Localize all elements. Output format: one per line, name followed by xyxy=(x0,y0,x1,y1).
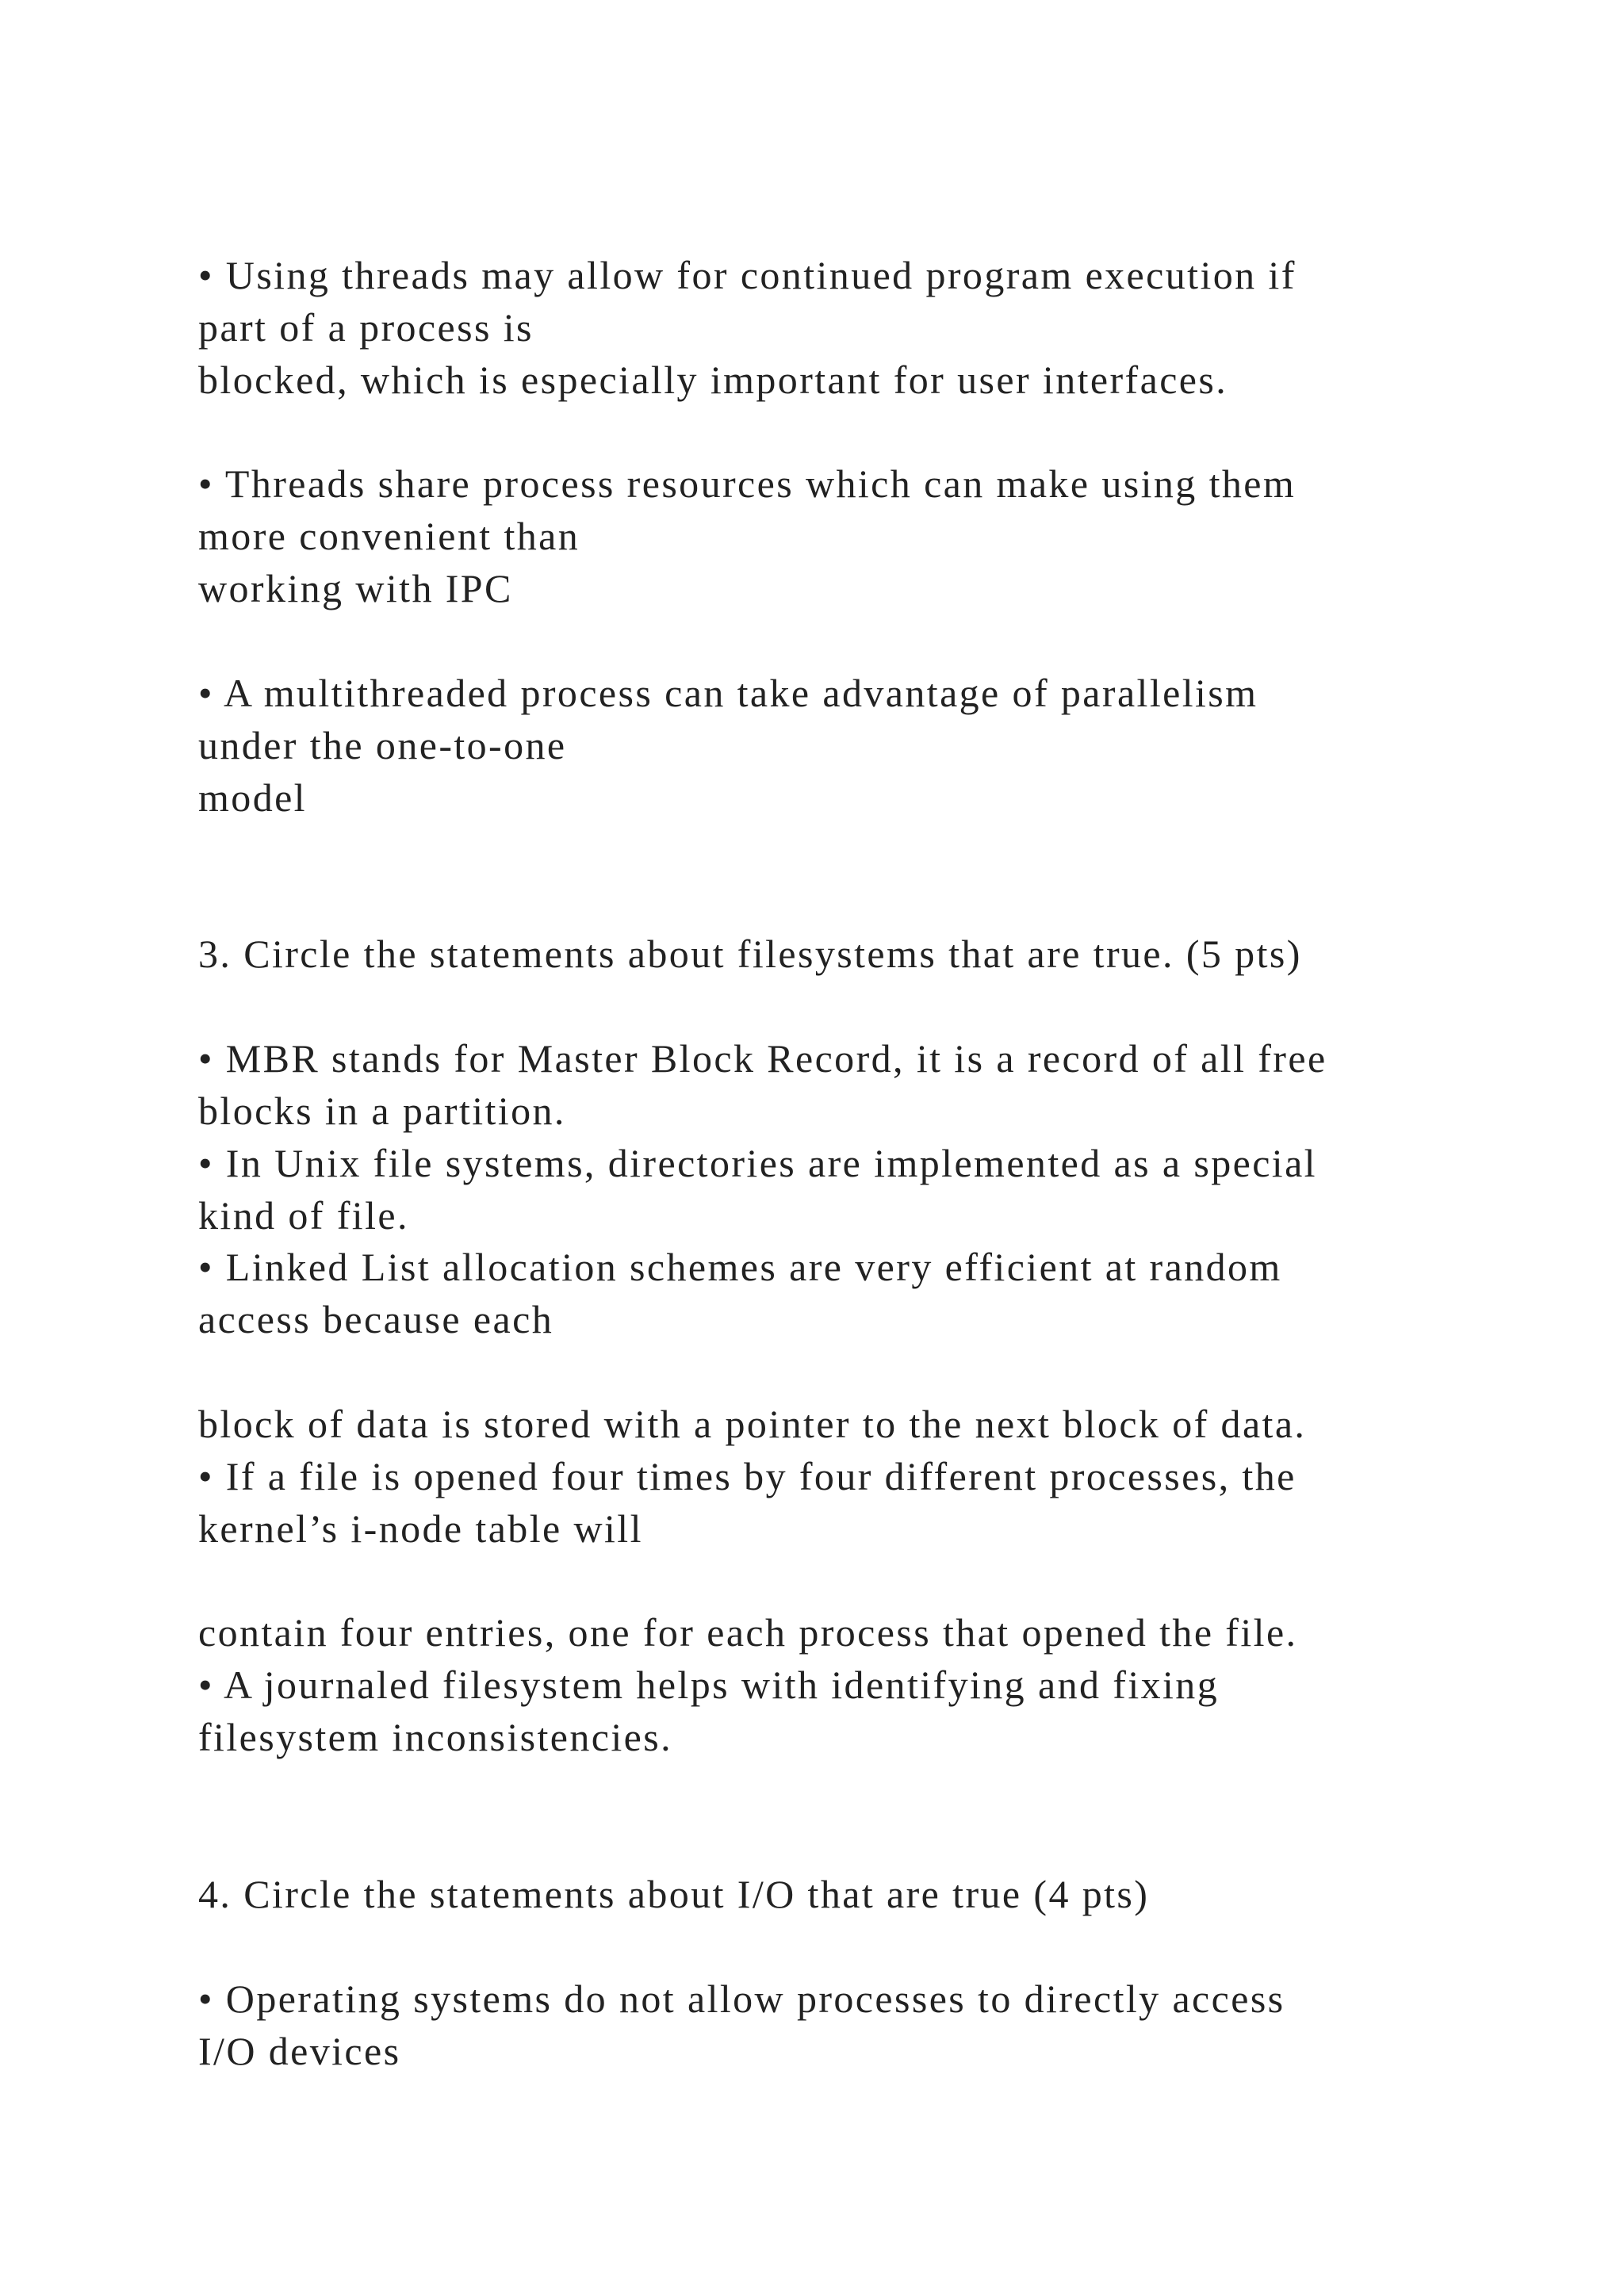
q3-item-3-line-1: • Linked List allocation schemes are very efficient at random xyxy=(198,1245,1282,1289)
threads-item-1-line-1: • Using threads may allow for continued program execution if xyxy=(198,253,1297,297)
threads-item-3-line-3: model xyxy=(198,775,307,820)
q3-item-3-line-2: access because each xyxy=(198,1297,554,1341)
q3-item-3-line-3: block of data is stored with a pointer to the next block of data. xyxy=(198,1402,1307,1446)
q3-item-4-line-2: kernel’s i-node table will xyxy=(198,1506,643,1551)
q4-item-1-line-1: • Operating systems do not allow processes to directly access xyxy=(198,1976,1285,2021)
threads-item-3-line-1: • A multithreaded process can take advantage of parallelism xyxy=(198,671,1258,715)
q3-item-4-line-3: contain four entries, one for each process that opened the file. xyxy=(198,1610,1298,1655)
question-3-heading: 3. Circle the statements about filesystems that are true. (5 pts) xyxy=(198,932,1302,976)
threads-item-1-line-3: blocked, which is especially important for user interfaces. xyxy=(198,358,1228,402)
q3-item-5-line-1: • A journaled filesystem helps with identifying and fixing xyxy=(198,1663,1220,1707)
q3-item-5-line-2: filesystem inconsistencies. xyxy=(198,1715,673,1759)
threads-item-2-line-3: working with IPC xyxy=(198,566,513,610)
question-4-heading: 4. Circle the statements about I/O that are true (4 pts) xyxy=(198,1872,1150,1916)
threads-item-2-line-1: • Threads share process resources which can make using them xyxy=(198,461,1297,506)
q4-item-1-line-2: I/O devices xyxy=(198,2029,401,2073)
q3-item-1-line-1: • MBR stands for Master Block Record, it is a record of all free xyxy=(198,1036,1327,1081)
q3-item-4-line-1: • If a file is opened four times by four different processes, the xyxy=(198,1454,1297,1498)
threads-item-3-line-2: under the one-to-one xyxy=(198,723,567,767)
q3-item-2-line-1: • In Unix file systems, directories are implemented as a special xyxy=(198,1141,1317,1185)
threads-item-1-line-2: part of a process is xyxy=(198,305,534,350)
q3-item-1-line-2: blocks in a partition. xyxy=(198,1089,566,1133)
threads-item-2-line-2: more convenient than xyxy=(198,514,580,558)
q3-item-2-line-2: kind of file. xyxy=(198,1193,409,1238)
